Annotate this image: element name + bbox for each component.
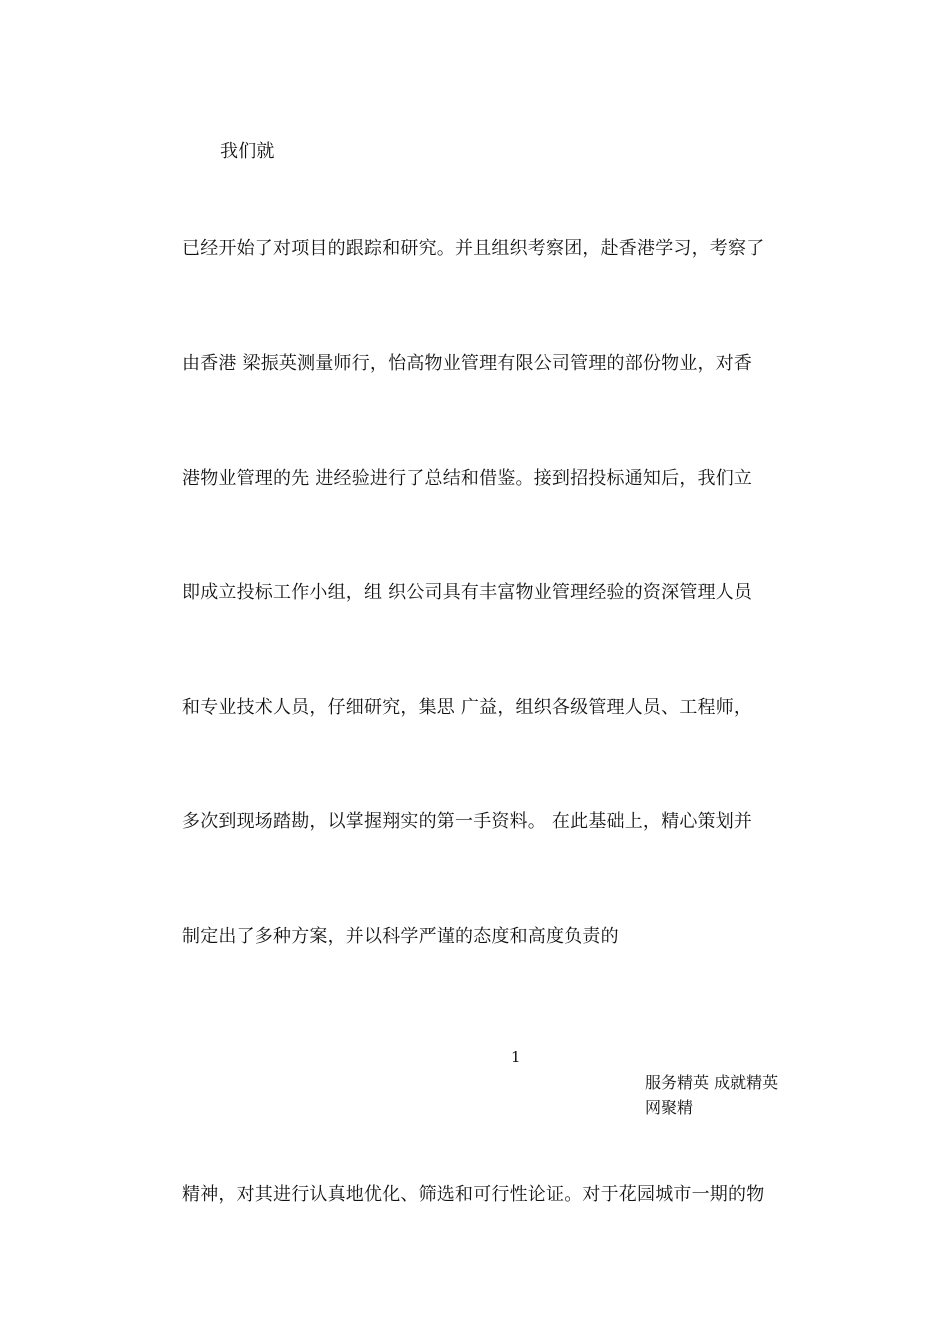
- next-page-line: 精神，对其进行认真地优化、筛选和可行性论证。对于花园城市一期的物: [182, 1184, 765, 1205]
- paragraph-line-7: 多次到现场踏勘，以掌握翔实的第一手资料。 在此基础上，精心策划并: [182, 811, 753, 832]
- footer-slogan: 服务精英 成就精英: [645, 1073, 779, 1092]
- footer-brand: 网聚精: [645, 1098, 694, 1117]
- paragraph-line-8: 制定出了多种方案，并以科学严谨的态度和高度负责的: [182, 926, 619, 947]
- page-number: 1: [511, 1048, 521, 1066]
- paragraph-line-3: 由香港 梁振英测量师行，怡高物业管理有限公司管理的部份物业，对香: [182, 353, 753, 374]
- paragraph-line-5: 即成立投标工作小组，组 织公司具有丰富物业管理经验的资深管理人员: [182, 582, 753, 603]
- paragraph-line-2: 已经开始了对项目的跟踪和研究。并且组织考察团，赴香港学习，考察了: [182, 238, 765, 259]
- paragraph-line-1: 我们就: [220, 141, 275, 162]
- paragraph-line-6: 和专业技术人员，仔细研究，集思 广益，组织各级管理人员、工程师，: [182, 697, 753, 718]
- paragraph-line-4: 港物业管理的先 进经验进行了总结和借鉴。接到招投标通知后，我们立: [182, 468, 753, 489]
